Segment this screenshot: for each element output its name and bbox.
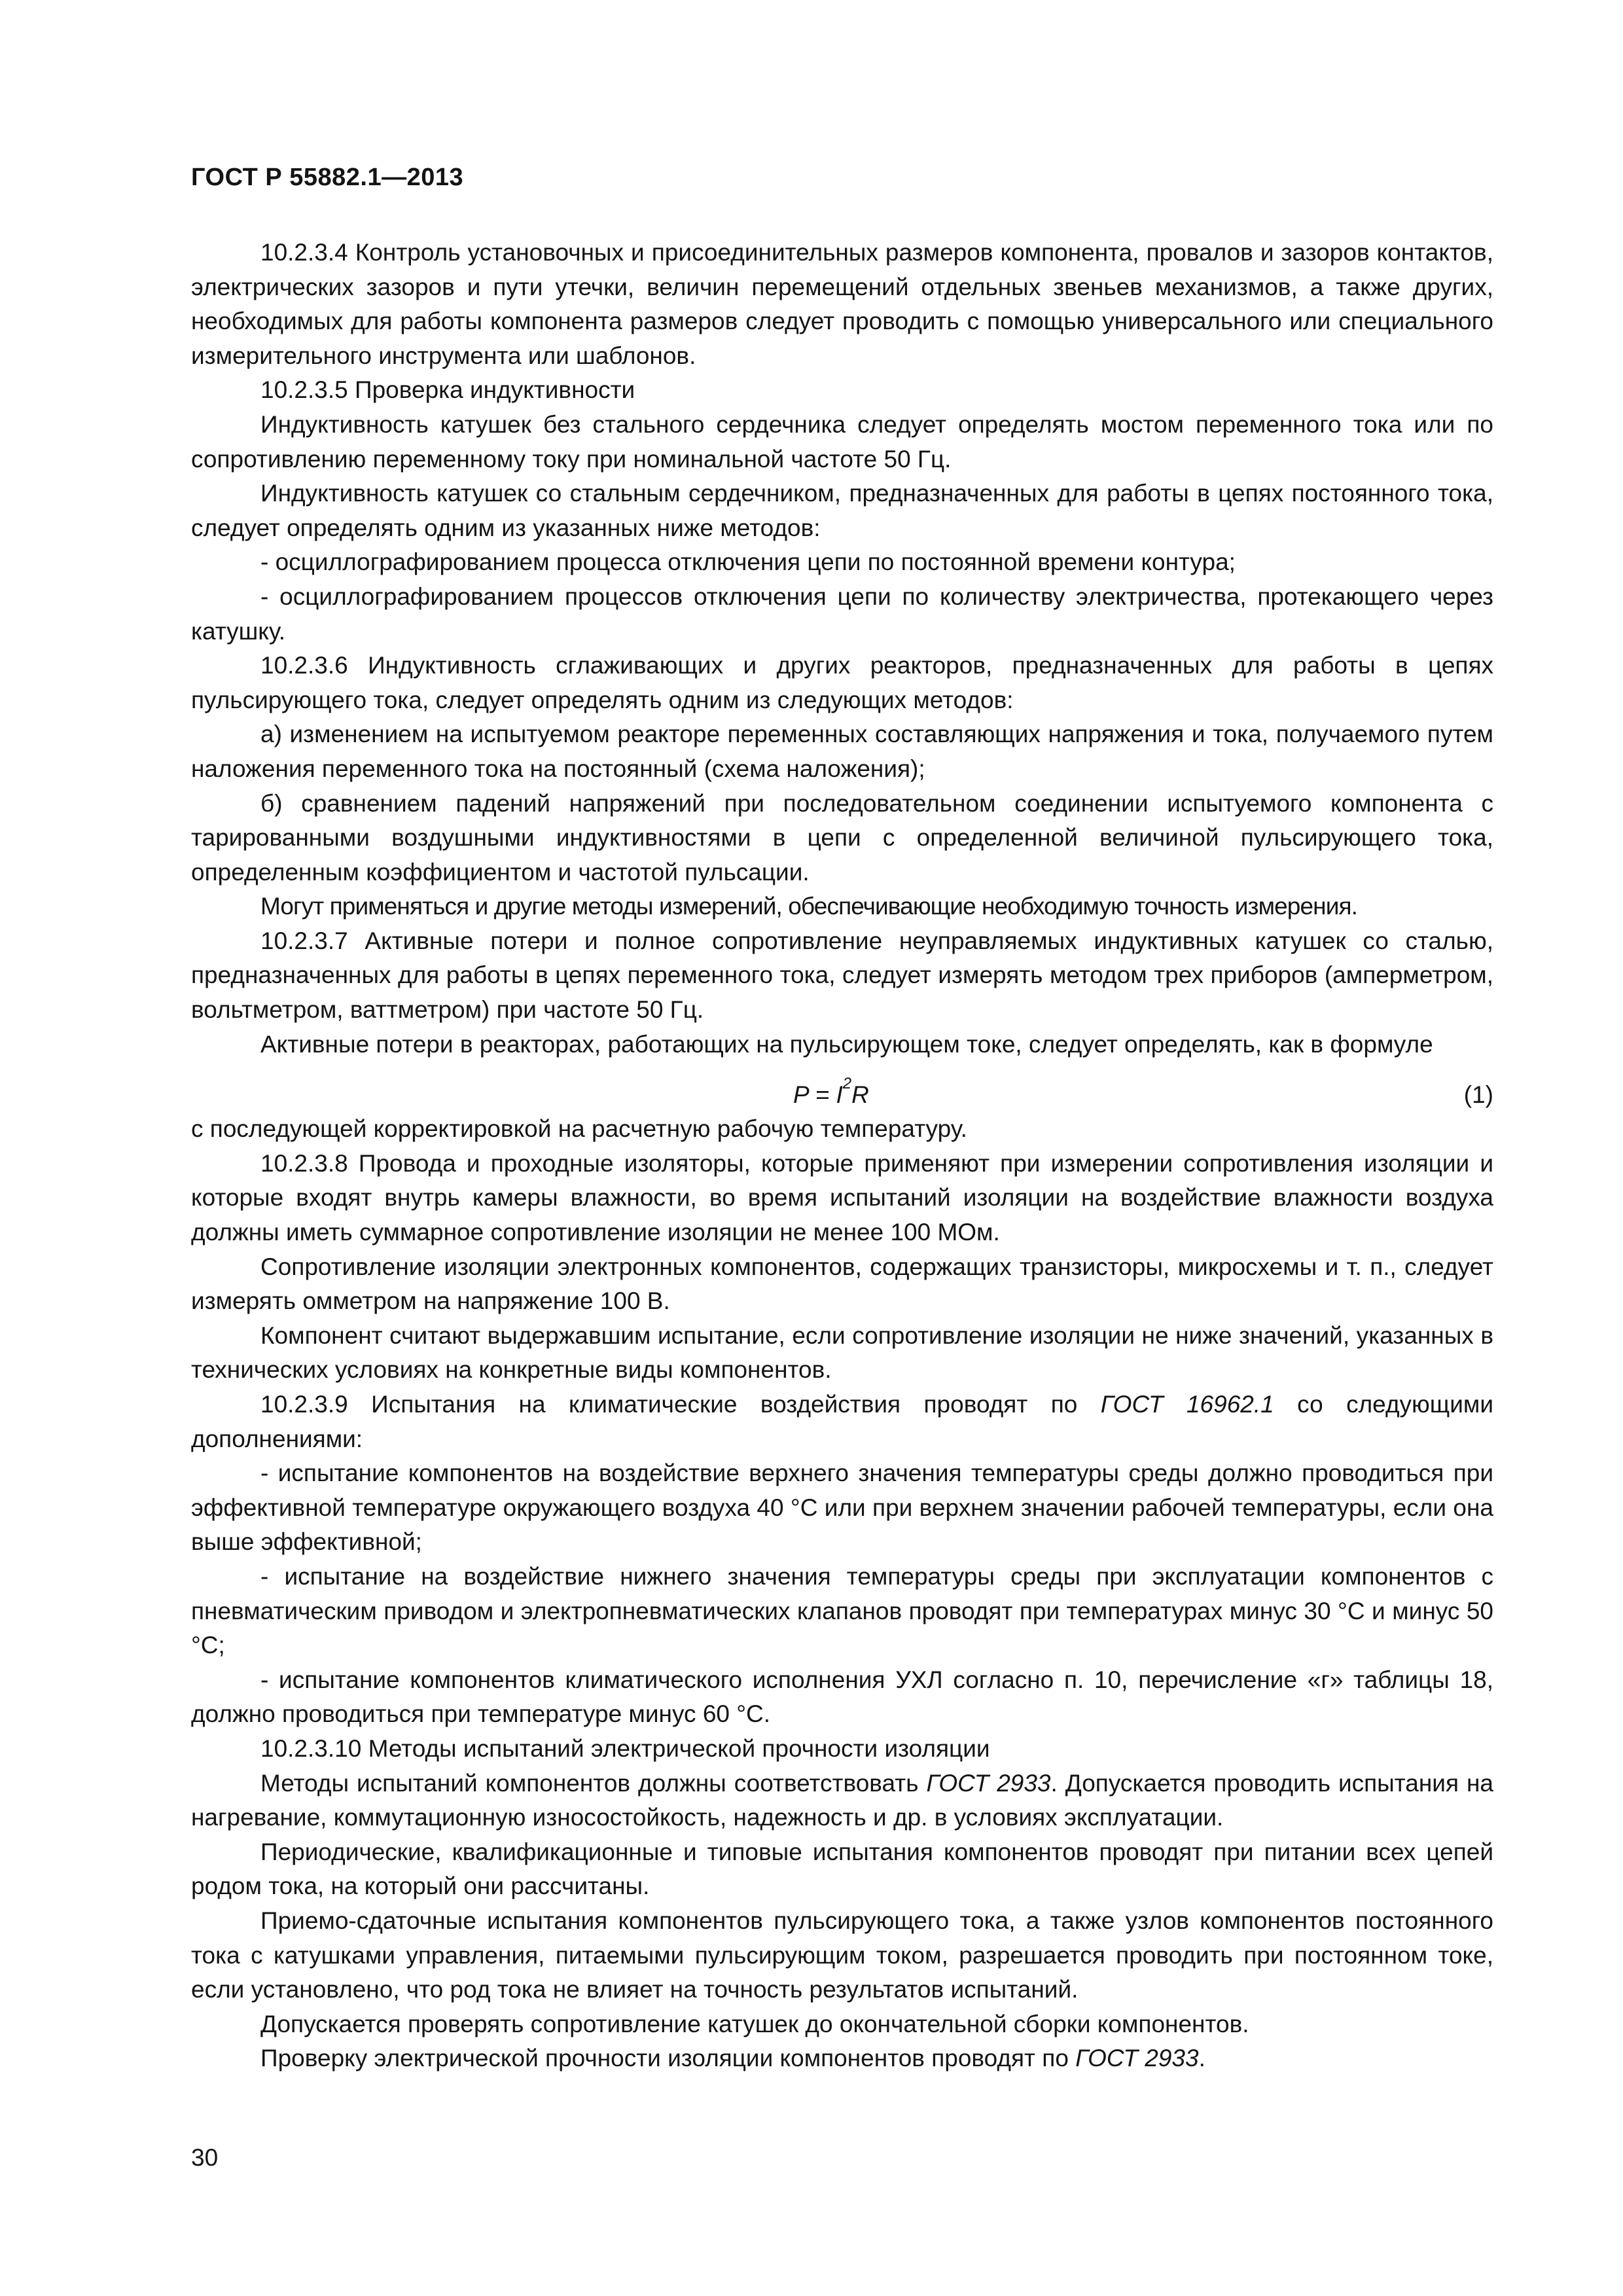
paragraph: Сопротивление изоляции электронных компонентов, содержащих транзисторы, микросхемы и т. п., следует измерять омметром на напряжение 100 В. [191,1253,1493,1315]
document-body [191,236,1493,2076]
standard-reference: ГОСТ 2933 [1075,2045,1199,2072]
paragraph-10-2-3-6: 10.2.3.6 Индуктивность сглаживающих и других реакторов, предназначенных для работы в цепях пульсирующего тока, следует определять одним из следующих методов: [191,652,1493,713]
paragraph-10-2-3-4: 10.2.3.4 Контроль установочных и присоединительных размеров компонента, провалов и зазоров контактов, электрических зазоров и пути утечки, величин перемещений отдельных звеньев механизмов, а также других, необходимых для работы компонента размеров следует проводить с помощью универсального или специального измерительного инструмента или шаблонов. [191,239,1493,369]
list-item: б) сравнением падений напряжений при последовательном соединении испытуемого компонента с тарированными воздушными индуктивностями в цепи с определенной величиной пульсирующего тока, определенным коэффициентом и частотой пульсации. [191,789,1493,886]
page-number: 30 [191,2144,219,2171]
paragraph-10-2-3-9: 10.2.3.9 Испытания на климатические воздействия проводят по ГОСТ 16962.1 со следующими дополнениями: [191,1391,1493,1452]
list-item: - испытание компонентов климатического исполнения УХЛ согласно п. 10, перечисление «г» таблицы 18, должно проводиться при температуре минус 60 °С. [191,1666,1493,1728]
paragraph: Индуктивность катушек без стального сердечника следует определять мостом переменного тока или по сопротивлению переменному току при номинальной частоте 50 Гц. [191,410,1493,473]
list-item: - испытание компонентов на воздействие верхнего значения температуры среды должно проводиться при эффективной температуре окружающего воздуха 40 °С или при верхнем значении рабочей температуры, если она выше эффективной; [191,1460,1493,1556]
paragraph: Периодические, квалификационные и типовые испытания компонентов проводят при питании всех цепей родом тока, на который они рассчитаны. [191,1838,1493,1900]
paragraph: с последующей корректировкой на расчетную рабочую температуру. [191,1115,967,1143]
paragraph-10-2-3-7: 10.2.3.7 Активные потери и полное сопротивление неуправляемых индуктивных катушек со сталью, предназначенных для работы в цепях переменного тока, следует измерять методом трех приборов (амперметром, вольтметром, ваттметром) при частоте 50 Гц. [191,927,1493,1024]
paragraph: Компонент считают выдержавшим испытание, если сопротивление изоляции не ниже значений, указанных в технических условиях на конкретные виды компонентов. [191,1321,1493,1384]
list-item: - испытание на воздействие нижнего значения температуры среды при эксплуатации компонентов с пневматическим приводом и электропневматических клапанов проводят при температурах минус 30 °С и минус 50 °С; [191,1562,1493,1659]
list-item: - осциллографированием процесса отключения цепи по постоянной времени контура; [260,548,1236,576]
list-item: а) изменением на испытуемом реакторе переменных составляющих напряжения и тока, получаемого путем наложения переменного тока на постоянный (схема наложения); [191,721,1493,782]
paragraph: Индуктивность катушек со стальным сердечником, предназначенных для работы в цепях постоянного тока, следует определять одним из указанных ниже методов: [191,480,1493,541]
standard-reference: ГОСТ 16962.1 [1100,1391,1274,1418]
formula-row [191,1062,1493,1112]
paragraph: Методы испытаний компонентов должны соответствовать ГОСТ 2933. Допускается проводить испытания на нагревание, коммутационную износостойкость, надежность и др. в условиях эксплуатации. [191,1769,1493,1831]
paragraph: Допускается проверять сопротивление катушек до окончательной сборки компонентов. [260,2010,1249,2037]
heading-10-2-3-5: 10.2.3.5 Проверка индуктивности [260,376,635,404]
heading-10-2-3-10: 10.2.3.10 Методы испытаний электрической прочности изоляции [260,1734,990,1762]
formula: $P = I^2R$ [793,1075,869,1109]
paragraph-10-2-3-8: 10.2.3.8 Провода и проходные изоляторы, которые применяют при измерении сопротивления изоляции и которые входят внутрь камеры влажности, во время испытаний изоляции на воздействие влажности воздуха должны иметь суммарное сопротивление изоляции не менее 100 МОм. [191,1149,1493,1246]
paragraph: Приемо-сдаточные испытания компонентов пульсирующего тока, а также узлов компонентов постоянного тока с катушками управления, питаемыми пульсирующим током, разрешается проводить при постоянном токе, если установлено, что род тока не влияет на точность результатов испытаний. [191,1907,1493,2003]
paragraph: Активные потери в реакторах, работающих на пульсирующем токе, следует определять, как в формуле [260,1030,1433,1058]
formula-number: (1) [1463,1081,1493,1109]
standard-reference: ГОСТ 2933 [926,1769,1051,1797]
document-header: ГОСТ Р 55882.1—2013 [191,164,464,191]
paragraph: Проверку электрической прочности изоляции компонентов проводят по ГОСТ 2933. [260,2045,1205,2072]
list-item: - осциллографированием процессов отключения цепи по количеству электричества, протекающего через катушку. [191,583,1493,645]
paragraph: Могут применяться и другие методы измерений, обеспечивающие необходимую точность измерения. [260,893,1357,920]
